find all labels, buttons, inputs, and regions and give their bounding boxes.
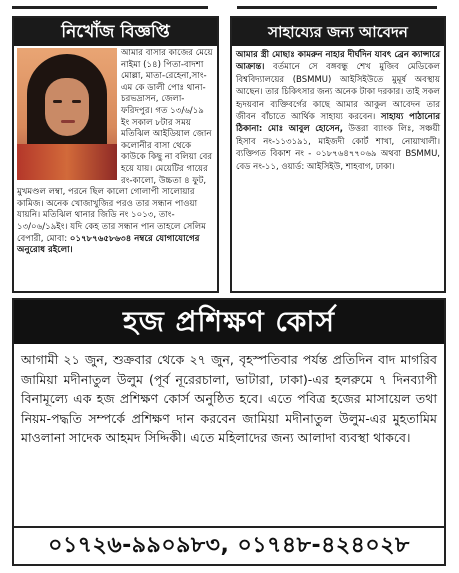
hajj-training-notice <box>12 298 446 566</box>
missing-person-notice <box>12 16 219 293</box>
appeal-address: উত্তরা ব্যাংক লিঃ, সঞ্চয়ী হিসাব নং-১১৩১৯১, মাইজদী কোর্ট শাখা, নোয়াখালী। ব্যক্তিগত বিকাশ নং - ০১৮৭৬৪৭৭০৬৯ অথবা BSMMU, বেড নং-১১, ওয়ার্ড: আইসিইউ, শাহবাগ, ঢাকা। <box>236 124 440 172</box>
appeal-body <box>232 46 444 176</box>
missing-notice-text: আমার বাসার কাজের মেয়ে নাইমা (১৪) পিতা-বাদশা মোল্লা, মাতা-রেহেনা,সাং- এম কে ডালী পোঃ থানা- চরভদ্রাসন, জেলা- ফরিদপুর। গত ১৩/৬/১৯ ইং সকাল ৮টার সময় মতিঝিল আইডিয়াল জোন কলোনীর বাসা থেকে কাউকে কিছু না বলিয়া বের হয়ে যায়। মেয়েটির গায়ের রং-কালো, উচ্চতা ৪ ফুট, মুখমণ্ডল লম্বা, পরনে ছিল কালো গোলাপী সালোয়ার কামিজ। অনেক খোজাখুজির পরও তার সন্ধান পাওয়া যায়নি। মতিঝিল থানার জিডি নং ১০১৩, তাং- ১৩/০৬/১৯ইং। যদি কেহ তার সন্ধান পান তাহলে সেলিম বেপারী, মোবা: <box>17 48 213 244</box>
appeal-text: বর্তমানে সে বঙ্গবন্ধু শেখ মুজিব মেডিকেল বিশ্ববিদ্যালয়ের (BSMMU) আইসিইউতে মুমূর্ষ অবস্থায় আছেন। তার চিকিৎসার জন্য অনেক টাকা দরকার। তাই সকল হৃদয়বান ব্যক্তিবর্গের কাছে আমার আকুল আবেদন তার জীবন বাঁচাতে আর্থিক সাহায্য করবেন। <box>236 62 440 123</box>
help-appeal-notice <box>230 16 446 293</box>
missing-notice-body <box>14 46 217 259</box>
hajj-body-text: আগামী ২১ জুন, শুক্রবার থেকে ২৭ জুন, বৃহস্পতিবার পর্যন্ত প্রতিদিন বাদ মাগরিব জামিয়া মদীনাতুল উলুম (পূর্ব নূরেরচালা, ভাটারা, ঢাকা)-এর হলরুমে ৭ দিনব্যাপী বিনামূল্যে এক হজ প্রশিক্ষণ কোর্স অনুষ্ঠিত হবে। এতে পবিত্র হজের মাসায়েল তথা নিয়ম-পদ্ধতি সম্পর্কে প্রশিক্ষণ দান করবেন জামিয়া মদীনাতুল উলুম-এর মুহতামিম মাওলানা সাদেক আহমদ সিদ্দিকী। এতে মহিলাদের জন্য আলাদা ব্যবস্থা থাকবে। <box>21 352 437 446</box>
header-rule-right <box>237 6 437 9</box>
missing-notice-title: নিখোঁজ বিজ্ঞপ্তি <box>14 18 217 46</box>
appeal-title: সাহায্যের জন্য আবেদন <box>232 18 444 46</box>
hajj-title: হজ প্রশিক্ষণ কোর্স <box>14 300 444 344</box>
missing-person-photo <box>17 48 117 180</box>
hajj-phone-numbers: ০১৭২৬-৯৯০৯৮৩, ০১৭৪৮-৪২৪০২৮ <box>14 526 444 564</box>
header-strip <box>0 0 459 16</box>
header-rule-left <box>12 6 208 9</box>
appeal-intro: আমার স্ত্রী মোছাঃ কামরুন নাহার দীর্ঘদিন যাবৎ ব্রেন ক্যান্সারে আক্রান্ত। <box>236 50 440 73</box>
missing-notice-contact: ০১৭৮৭৬৫৮৬৩৪ নম্বরে যোগাযোগের অনুরোধ রইলো। <box>17 233 200 256</box>
appeal-address-label: সাহায্য পাঠানোর ঠিকানা: মোঃ আবুল হোসেন, <box>236 112 440 135</box>
